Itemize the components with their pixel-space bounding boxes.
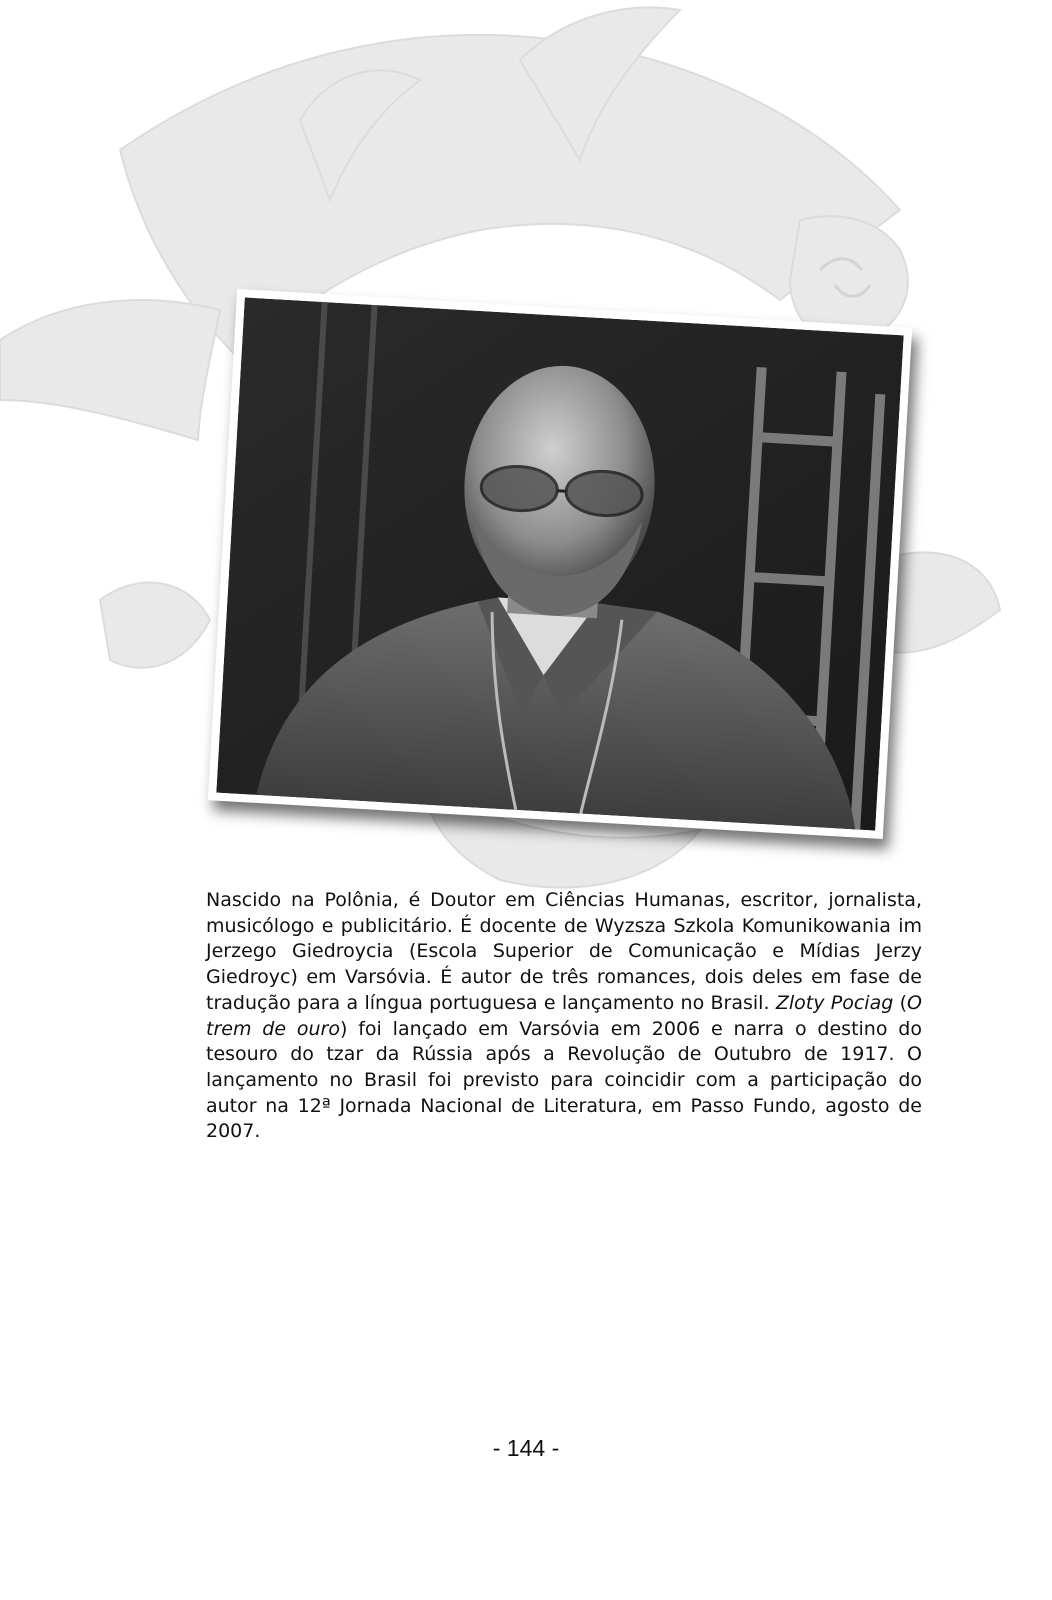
bio-text-part1: Nascido na Polônia, é Doutor em Ciências Humanas, escritor, jornalista, musicólogo e publicitário. É docente de Wyzsza Szkola Komunikowania im Jerzego Giedroycia (Escola Superior de Comunicação e Mídias Jerzy Giedroyc) em Varsóvia. É autor de três romances, dois deles em fase de tradução para a língua portuguesa e lançamento no Brasil.	[206, 889, 922, 1014]
bio-text-part2: (	[893, 991, 908, 1014]
book-title-portuguese: O trem de ouro	[206, 991, 922, 1040]
author-biography	[206, 888, 922, 1145]
author-photo	[208, 289, 912, 839]
author-portrait-photo	[216, 297, 903, 830]
page-number: - 144 -	[492, 1435, 560, 1461]
book-title: Zloty Pociag	[775, 991, 894, 1014]
bio-text-part3: ) foi lançado em Varsóvia em 2006 e narra o destino do tesouro do tzar da Rússia após a Revolução de Outubro de 1917. O lançamento no Brasil foi previsto para coincidir com a participação do autor na 12ª Jornada Nacional de Literatura, em Passo Fundo, agosto de 2007.	[206, 1017, 922, 1143]
